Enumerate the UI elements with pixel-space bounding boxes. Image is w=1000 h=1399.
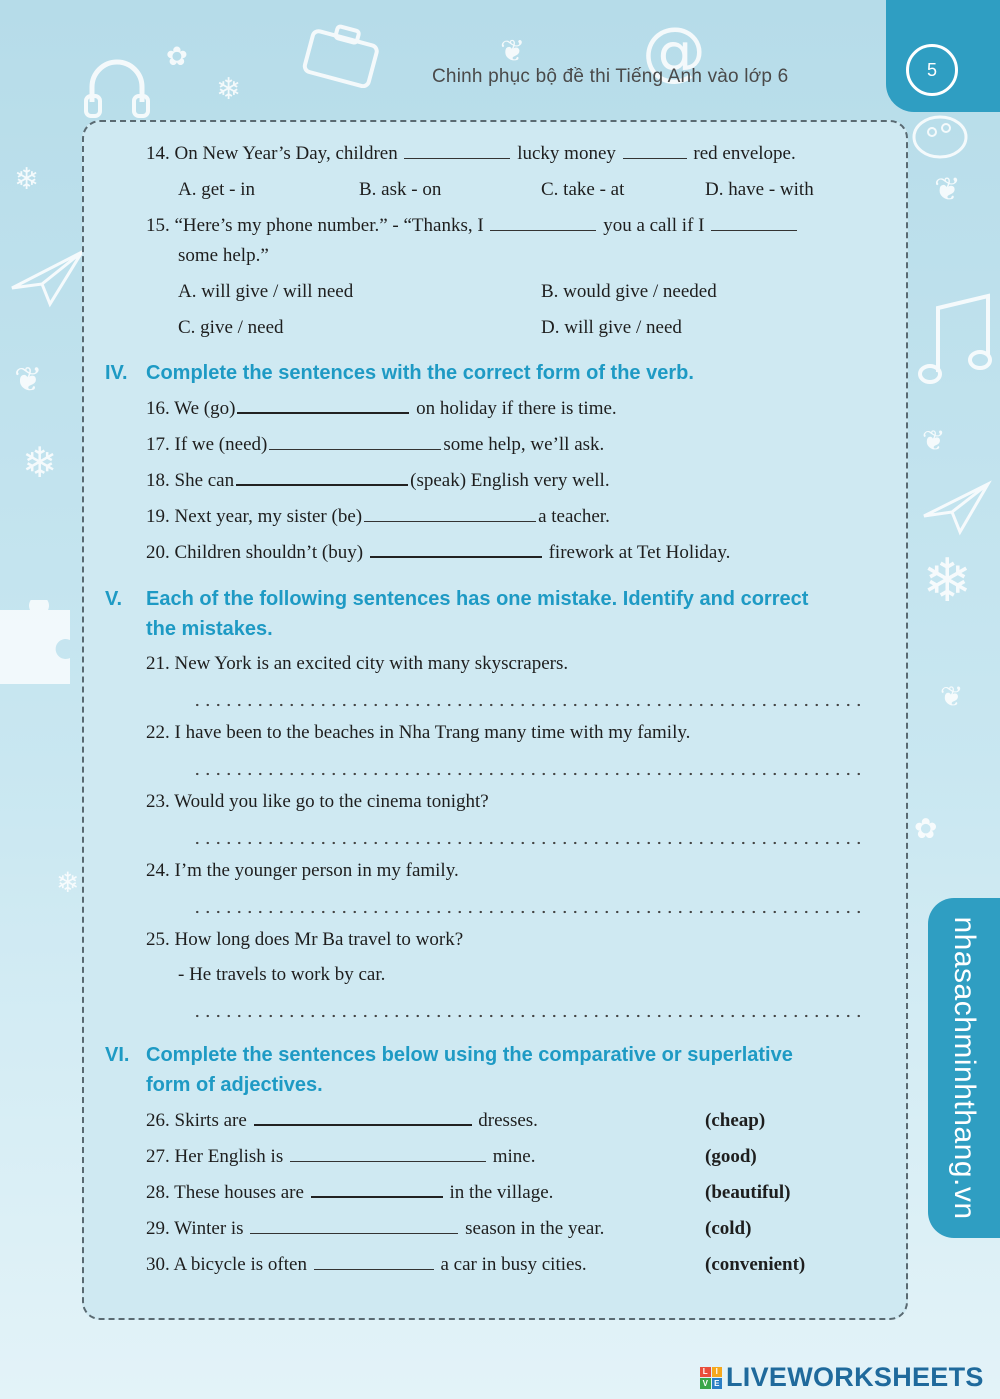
q26-text-pre: 26. Skirts are (146, 1110, 247, 1131)
paper-plane-icon (922, 480, 992, 540)
q29-blank[interactable] (250, 1232, 458, 1234)
section-4-heading (105, 362, 694, 385)
q21-answer-line[interactable] (192, 703, 862, 707)
q15-blank-1[interactable] (490, 229, 596, 231)
question-22: 22. I have been to the beaches in Nha Trang many time with my family. (146, 722, 691, 743)
butterfly-icon: ✿ (166, 42, 188, 72)
section-5-number: V. (105, 588, 123, 610)
question-20 (146, 542, 730, 564)
at-sign-icon: @ (642, 15, 706, 89)
butterfly-icon: ✿ (914, 812, 938, 845)
question-30 (146, 1254, 587, 1276)
snowflake-icon: ❄ (216, 72, 242, 107)
q20-blank[interactable] (370, 555, 542, 558)
q14-option-a[interactable]: A. get - in (178, 179, 256, 200)
q19-text-post: a teacher. (538, 506, 610, 527)
question-15 (146, 215, 799, 237)
q15-option-d[interactable]: D. will give / need (541, 317, 682, 338)
question-28 (146, 1182, 553, 1204)
section-5-title-line1: Each of the following sentences has one mistake. Identify and correct (146, 588, 809, 610)
snowflake-icon: ❄ (56, 866, 80, 899)
q30-blank[interactable] (314, 1268, 434, 1270)
q28-text-pre: 28. These houses are (146, 1182, 304, 1203)
q22-answer-line[interactable] (192, 772, 862, 776)
headphones-icon (82, 52, 152, 126)
q14-blank-1[interactable] (404, 157, 510, 159)
section-6-title-line1: Complete the sentences below using the comparative or superlative (146, 1044, 793, 1066)
q14-text-post: red envelope. (693, 143, 796, 164)
q18-text-post: (speak) English very well. (410, 470, 610, 491)
badge-letter-v: V (700, 1378, 711, 1389)
q25-answer-text: - He travels to work by car. (178, 964, 386, 985)
q29-text-pre: 29. Winter is (146, 1218, 244, 1239)
section-6-heading (105, 1044, 793, 1067)
q14-option-b[interactable]: B. ask - on (359, 179, 442, 200)
q16-text-post: on holiday if there is time. (416, 398, 617, 419)
q14-text-mid: lucky money (517, 143, 616, 164)
q20-text-pre: 20. Children shouldn’t (buy) (146, 542, 364, 563)
question-16 (146, 398, 617, 420)
section-5-heading (105, 588, 808, 611)
header-title: Chinh phục bộ đề thi Tiếng Anh vào lớp 6 (432, 66, 789, 87)
liveworksheets-badge-icon (700, 1367, 722, 1389)
q28-blank[interactable] (311, 1195, 443, 1198)
q17-text-pre: 17. If we (need) (146, 434, 268, 455)
q15-option-a[interactable]: A. will give / will need (178, 281, 354, 302)
section-5-title-line2: the mistakes. (146, 618, 273, 640)
section-4-number: IV. (105, 362, 128, 384)
question-19 (146, 506, 610, 528)
q26-hint: (cheap) (705, 1110, 766, 1131)
q28-hint: (beautiful) (705, 1182, 791, 1203)
q28-text-post: in the village. (449, 1182, 554, 1203)
q27-hint: (good) (705, 1146, 757, 1167)
q19-blank[interactable] (364, 520, 536, 522)
q26-text-post: dresses. (478, 1110, 538, 1131)
question-29 (146, 1218, 604, 1240)
paper-plane-icon (10, 248, 86, 312)
leaf-icon: ❦ (940, 680, 964, 713)
briefcase-icon (302, 18, 382, 92)
q17-blank[interactable] (269, 448, 441, 450)
q15-blank-2[interactable] (711, 229, 797, 231)
q15-option-c[interactable]: C. give / need (178, 317, 284, 338)
q27-text-pre: 27. Her English is (146, 1146, 284, 1167)
q30-text-pre: 30. A bicycle is often (146, 1254, 307, 1275)
question-21: 21. New York is an excited city with many skyscrapers. (146, 653, 569, 674)
q29-hint: (cold) (705, 1218, 752, 1239)
q15-text-pre: 15. “Here’s my phone number.” - “Thanks, I (146, 215, 484, 236)
q15-text-mid: you a call if I (603, 215, 705, 236)
side-tab-text: nhasachminhthang.vn (948, 916, 981, 1220)
q18-text-pre: 18. She can (146, 470, 235, 491)
q24-answer-line[interactable] (192, 910, 862, 914)
q25-answer-line[interactable] (192, 1014, 862, 1018)
q19-text-pre: 19. Next year, my sister (be) (146, 506, 363, 527)
liveworksheets-brand: LIVEWORKSHEETS (726, 1362, 984, 1392)
q26-blank[interactable] (254, 1123, 472, 1126)
puzzle-icon (0, 600, 80, 694)
q17-text-post: some help, we’ll ask. (443, 434, 605, 455)
question-27 (146, 1146, 535, 1168)
leaf-icon: ❦ (934, 170, 961, 208)
question-17 (146, 434, 604, 456)
q27-blank[interactable] (290, 1160, 486, 1162)
music-note-icon (918, 292, 998, 396)
q14-text-pre: 14. On New Year’s Day, children (146, 143, 398, 164)
leaf-icon: ❦ (922, 424, 946, 457)
q14-option-d[interactable]: D. have - with (705, 179, 814, 200)
q16-blank[interactable] (237, 411, 409, 414)
question-25: 25. How long does Mr Ba travel to work? (146, 929, 464, 950)
q15-line-2: some help.” (178, 245, 269, 266)
question-24: 24. I’m the younger person in my family. (146, 860, 459, 881)
q14-option-c[interactable]: C. take - at (541, 179, 625, 200)
question-18 (146, 470, 610, 492)
q27-text-post: mine. (492, 1146, 536, 1167)
q15-option-b[interactable]: B. would give / needed (541, 281, 717, 302)
q18-blank[interactable] (236, 483, 408, 486)
q29-text-post: season in the year. (465, 1218, 605, 1239)
palette-icon (910, 112, 970, 166)
snowflake-icon: ❄ (922, 546, 973, 616)
section-4-title: Complete the sentences with the correct form of the verb. (146, 362, 694, 384)
q20-text-post: firework at Tet Holiday. (548, 542, 731, 563)
question-26 (146, 1110, 538, 1132)
q30-text-post: a car in busy cities. (440, 1254, 587, 1275)
snowflake-icon: ❄ (22, 438, 58, 487)
leaf-icon: ❦ (500, 34, 526, 69)
question-23: 23. Would you like go to the cinema tonight? (146, 791, 489, 812)
leaf-icon: ❦ (14, 360, 43, 400)
q30-hint: (convenient) (705, 1254, 806, 1275)
section-6-title-line2: form of adjectives. (146, 1074, 323, 1096)
section-6-number: VI. (105, 1044, 130, 1066)
question-14 (146, 143, 796, 165)
badge-letter-e: E (712, 1378, 723, 1389)
page-number: 5 (906, 44, 958, 96)
q16-text-pre: 16. We (go) (146, 398, 236, 419)
q23-answer-line[interactable] (192, 841, 862, 845)
q14-blank-2[interactable] (623, 157, 687, 159)
liveworksheets-logo[interactable] (700, 1362, 984, 1393)
badge-letter-l: L (700, 1367, 711, 1378)
snowflake-icon: ❄ (14, 162, 40, 197)
badge-letter-i: I (712, 1367, 723, 1378)
